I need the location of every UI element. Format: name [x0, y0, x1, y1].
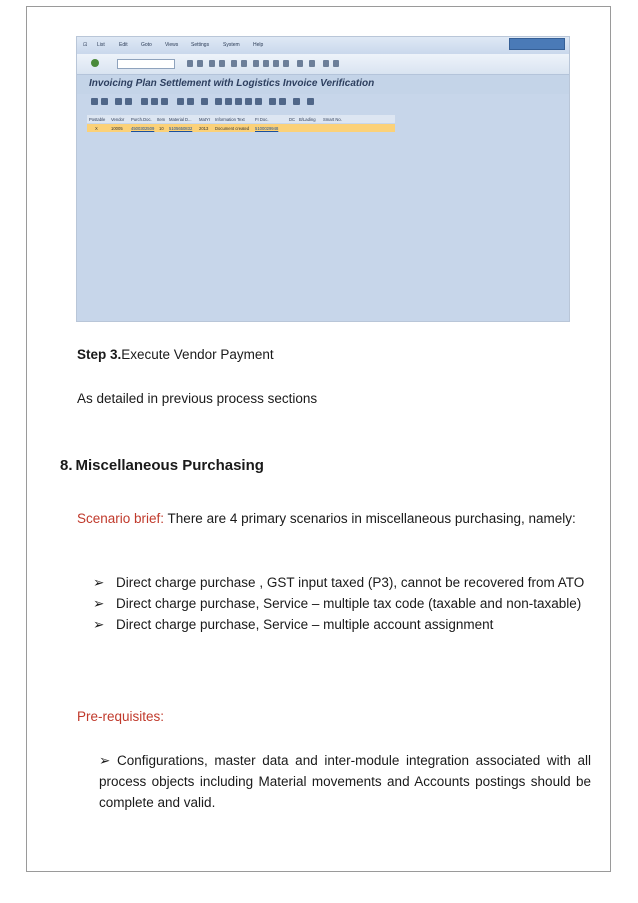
find-icon[interactable] [241, 60, 247, 67]
sap-application-toolbar [77, 94, 569, 110]
select-all-icon[interactable] [101, 98, 108, 105]
arrow-bullet-icon: ➢ [93, 575, 105, 590]
list-item-text: Direct charge purchase , GST input taxed (P3), cannot be recovered from ATO [116, 575, 585, 590]
last-page-icon[interactable] [283, 60, 289, 67]
grid-header[interactable]: Purch.Doc. [131, 117, 152, 122]
sort-ascending-icon[interactable] [141, 98, 148, 105]
arrow-bullet-icon: ➢ [93, 617, 105, 632]
sap-title-text: Invoicing Plan Settlement with Logistics Invoice Verification [89, 78, 375, 89]
menu-item-settings[interactable]: Settings [191, 42, 210, 48]
grid-cell: Document created [215, 126, 250, 131]
word-icon[interactable] [235, 98, 242, 105]
prev-page-icon[interactable] [263, 60, 269, 67]
filter-icon[interactable] [161, 98, 168, 105]
grid-header[interactable]: MatYr [199, 117, 211, 122]
menu-item-system[interactable]: System [223, 42, 240, 48]
scenario-text: There are 4 primary scenarios in miscellaneous purchasing, namely: [164, 511, 576, 526]
sap-empty-area [77, 141, 569, 322]
change-layout-icon[interactable] [269, 98, 276, 105]
enter-icon[interactable] [91, 59, 99, 67]
grid-cell: 2013 [199, 126, 209, 131]
menu-item-edit[interactable]: Edit [119, 42, 128, 48]
grid-row[interactable] [87, 124, 395, 132]
list-item [93, 614, 604, 635]
save-layout-icon[interactable] [293, 98, 300, 105]
scenario-label: Scenario brief: [77, 511, 165, 526]
cancel-icon[interactable] [219, 60, 225, 67]
prereq-label: Pre-requisites: [77, 709, 165, 724]
grid-cell: X [95, 126, 98, 131]
menu-item-views[interactable]: Views [165, 42, 179, 48]
sap-screenshot [76, 36, 570, 322]
step-text: Execute Vendor Payment [121, 347, 274, 362]
menu-item-help[interactable]: Help [253, 42, 264, 48]
grid-header[interactable]: Postable [89, 117, 106, 122]
list-item-text: Direct charge purchase, Service – multiple account assignment [116, 617, 494, 632]
section-title: Miscellaneous Purchasing [75, 457, 264, 474]
details-icon[interactable] [91, 98, 98, 105]
graphic-icon[interactable] [255, 98, 262, 105]
help-icon[interactable] [323, 60, 329, 67]
export-icon[interactable] [215, 98, 222, 105]
grid-header[interactable]: FI Doc. [255, 117, 269, 122]
new-session-icon[interactable] [297, 60, 303, 67]
sum-icon[interactable] [177, 98, 184, 105]
menu-item-goto[interactable]: Goto [141, 42, 152, 48]
section-heading [60, 457, 264, 474]
grid-header[interactable]: B/Lading [299, 117, 316, 122]
grid-header[interactable]: Vendor [111, 117, 125, 122]
sap-menu-icon: ⊡ [83, 42, 88, 48]
grid-cell-link[interactable]: 4500302509 [131, 126, 155, 131]
sort-icon[interactable] [125, 98, 132, 105]
scenario-paragraph [77, 508, 604, 529]
list-item-text: Direct charge purchase, Service – multiple tax code (taxable and non-taxable) [116, 596, 582, 611]
print-icon[interactable] [231, 60, 237, 67]
arrow-bullet-icon: ➢ [99, 753, 111, 768]
deselect-icon[interactable] [115, 98, 122, 105]
print-preview-icon[interactable] [201, 98, 208, 105]
window-controls[interactable] [509, 38, 565, 50]
info-icon[interactable] [307, 98, 314, 105]
first-page-icon[interactable] [253, 60, 259, 67]
sap-menubar [77, 37, 569, 54]
layout-icon[interactable] [333, 60, 339, 67]
grid-cell-link[interactable]: 5105650832 [169, 126, 193, 131]
save-icon[interactable] [197, 60, 203, 67]
exit-icon[interactable] [209, 60, 215, 67]
grid-header-row [87, 115, 395, 123]
grid-cell-link[interactable]: 5100029948 [255, 126, 279, 131]
sap-toolbar [77, 54, 569, 75]
command-field[interactable] [117, 59, 175, 69]
section-number: 8. [60, 457, 73, 474]
step-label: Step 3. [77, 347, 122, 362]
scenario-list [93, 572, 604, 635]
grid-header[interactable]: Smart No. [323, 117, 342, 122]
grid-header[interactable]: Information Text [215, 117, 245, 122]
spreadsheet-icon[interactable] [225, 98, 232, 105]
next-page-icon[interactable] [273, 60, 279, 67]
list-item [93, 593, 604, 614]
shortcut-icon[interactable] [309, 60, 315, 67]
grid-header[interactable]: Item [157, 117, 166, 122]
step-note: As detailed in previous process sections [77, 391, 318, 406]
subtotal-icon[interactable] [187, 98, 194, 105]
step-line [77, 347, 274, 362]
back-icon[interactable] [187, 60, 193, 67]
grid-cell: 10005 [111, 126, 123, 131]
sap-screen-title [77, 75, 569, 94]
arrow-bullet-icon: ➢ [93, 596, 105, 611]
prereq-paragraph [99, 750, 591, 813]
select-layout-icon[interactable] [279, 98, 286, 105]
grid-cell: 10 [159, 126, 164, 131]
grid-header[interactable]: Material D... [169, 117, 192, 122]
menu-item-list[interactable]: List [97, 42, 105, 48]
grid-header[interactable]: DC [289, 117, 296, 122]
mail-icon[interactable] [245, 98, 252, 105]
sap-result-grid [87, 115, 395, 139]
prereq-text: Configurations, master data and inter-module integration associated with all process objects including Material movements and Accounts postings should be complete and valid. [99, 753, 591, 810]
sort-descending-icon[interactable] [151, 98, 158, 105]
list-item [93, 572, 604, 593]
